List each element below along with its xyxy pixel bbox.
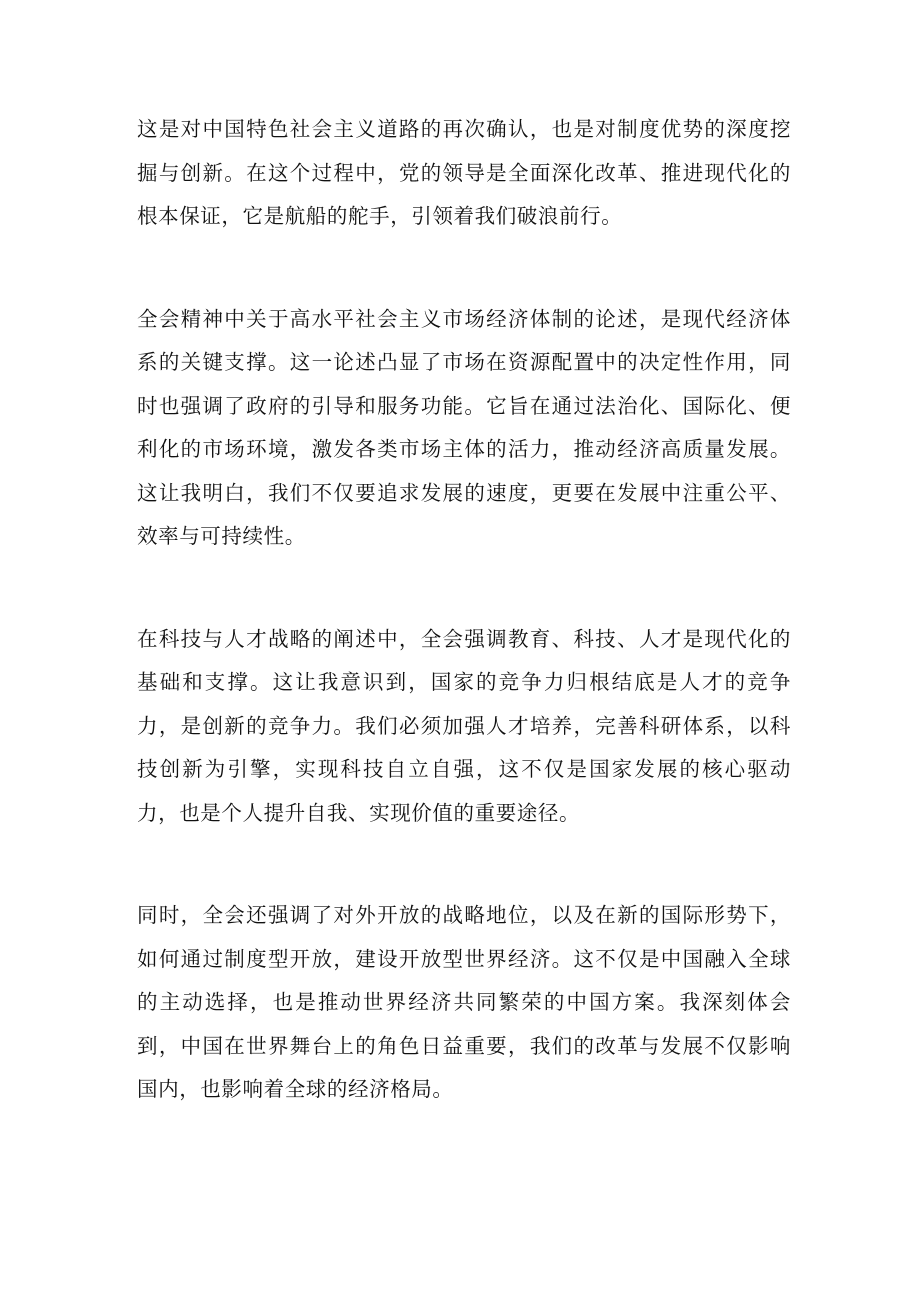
document-body (137, 108, 791, 1171)
paragraph-3: 在科技与人才战略的阐述中，全会强调教育、科技、人才是现代化的基础和支撑。这让我意识到，国家的竞争力归根结底是人才的竞争力，是创新的竞争力。我们必须加强人才培养，完善科研体系，以科技创新为引擎，实现科技自立自强，这不仅是国家发展的核心驱动力，也是个人提升自我、实现价值的重要途径。 (137, 626, 791, 825)
paragraph-1: 这是对中国特色社会主义道路的再次确认，也是对制度优势的深度挖掘与创新。在这个过程中，党的领导是全面深化改革、推进现代化的根本保证，它是航船的舵手，引领着我们破浪前行。 (137, 117, 791, 228)
paragraph-4: 同时，全会还强调了对外开放的战略地位，以及在新的国际形势下，如何通过制度型开放，建设开放型世界经济。这不仅是中国融入全球的主动选择，也是推动世界经济共同繁荣的中国方案。我深刻体会到，中国在世界舞台上的角色日益重要，我们的改革与发展不仅影响国内，也影响着全球的经济格局。 (137, 903, 791, 1101)
paragraph-2: 全会精神中关于高水平社会主义市场经济体制的论述，是现代经济体系的关键支撑。这一论述凸显了市场在资源配置中的决定性作用，同时也强调了政府的引导和服务功能。它旨在通过法治化、国际化、便利化的市场环境，激发各类市场主体的活力，推动经济高质量发展。这让我明白，我们不仅要追求发展的速度，更要在发展中注重公平、效率与可持续性。 (137, 306, 791, 548)
